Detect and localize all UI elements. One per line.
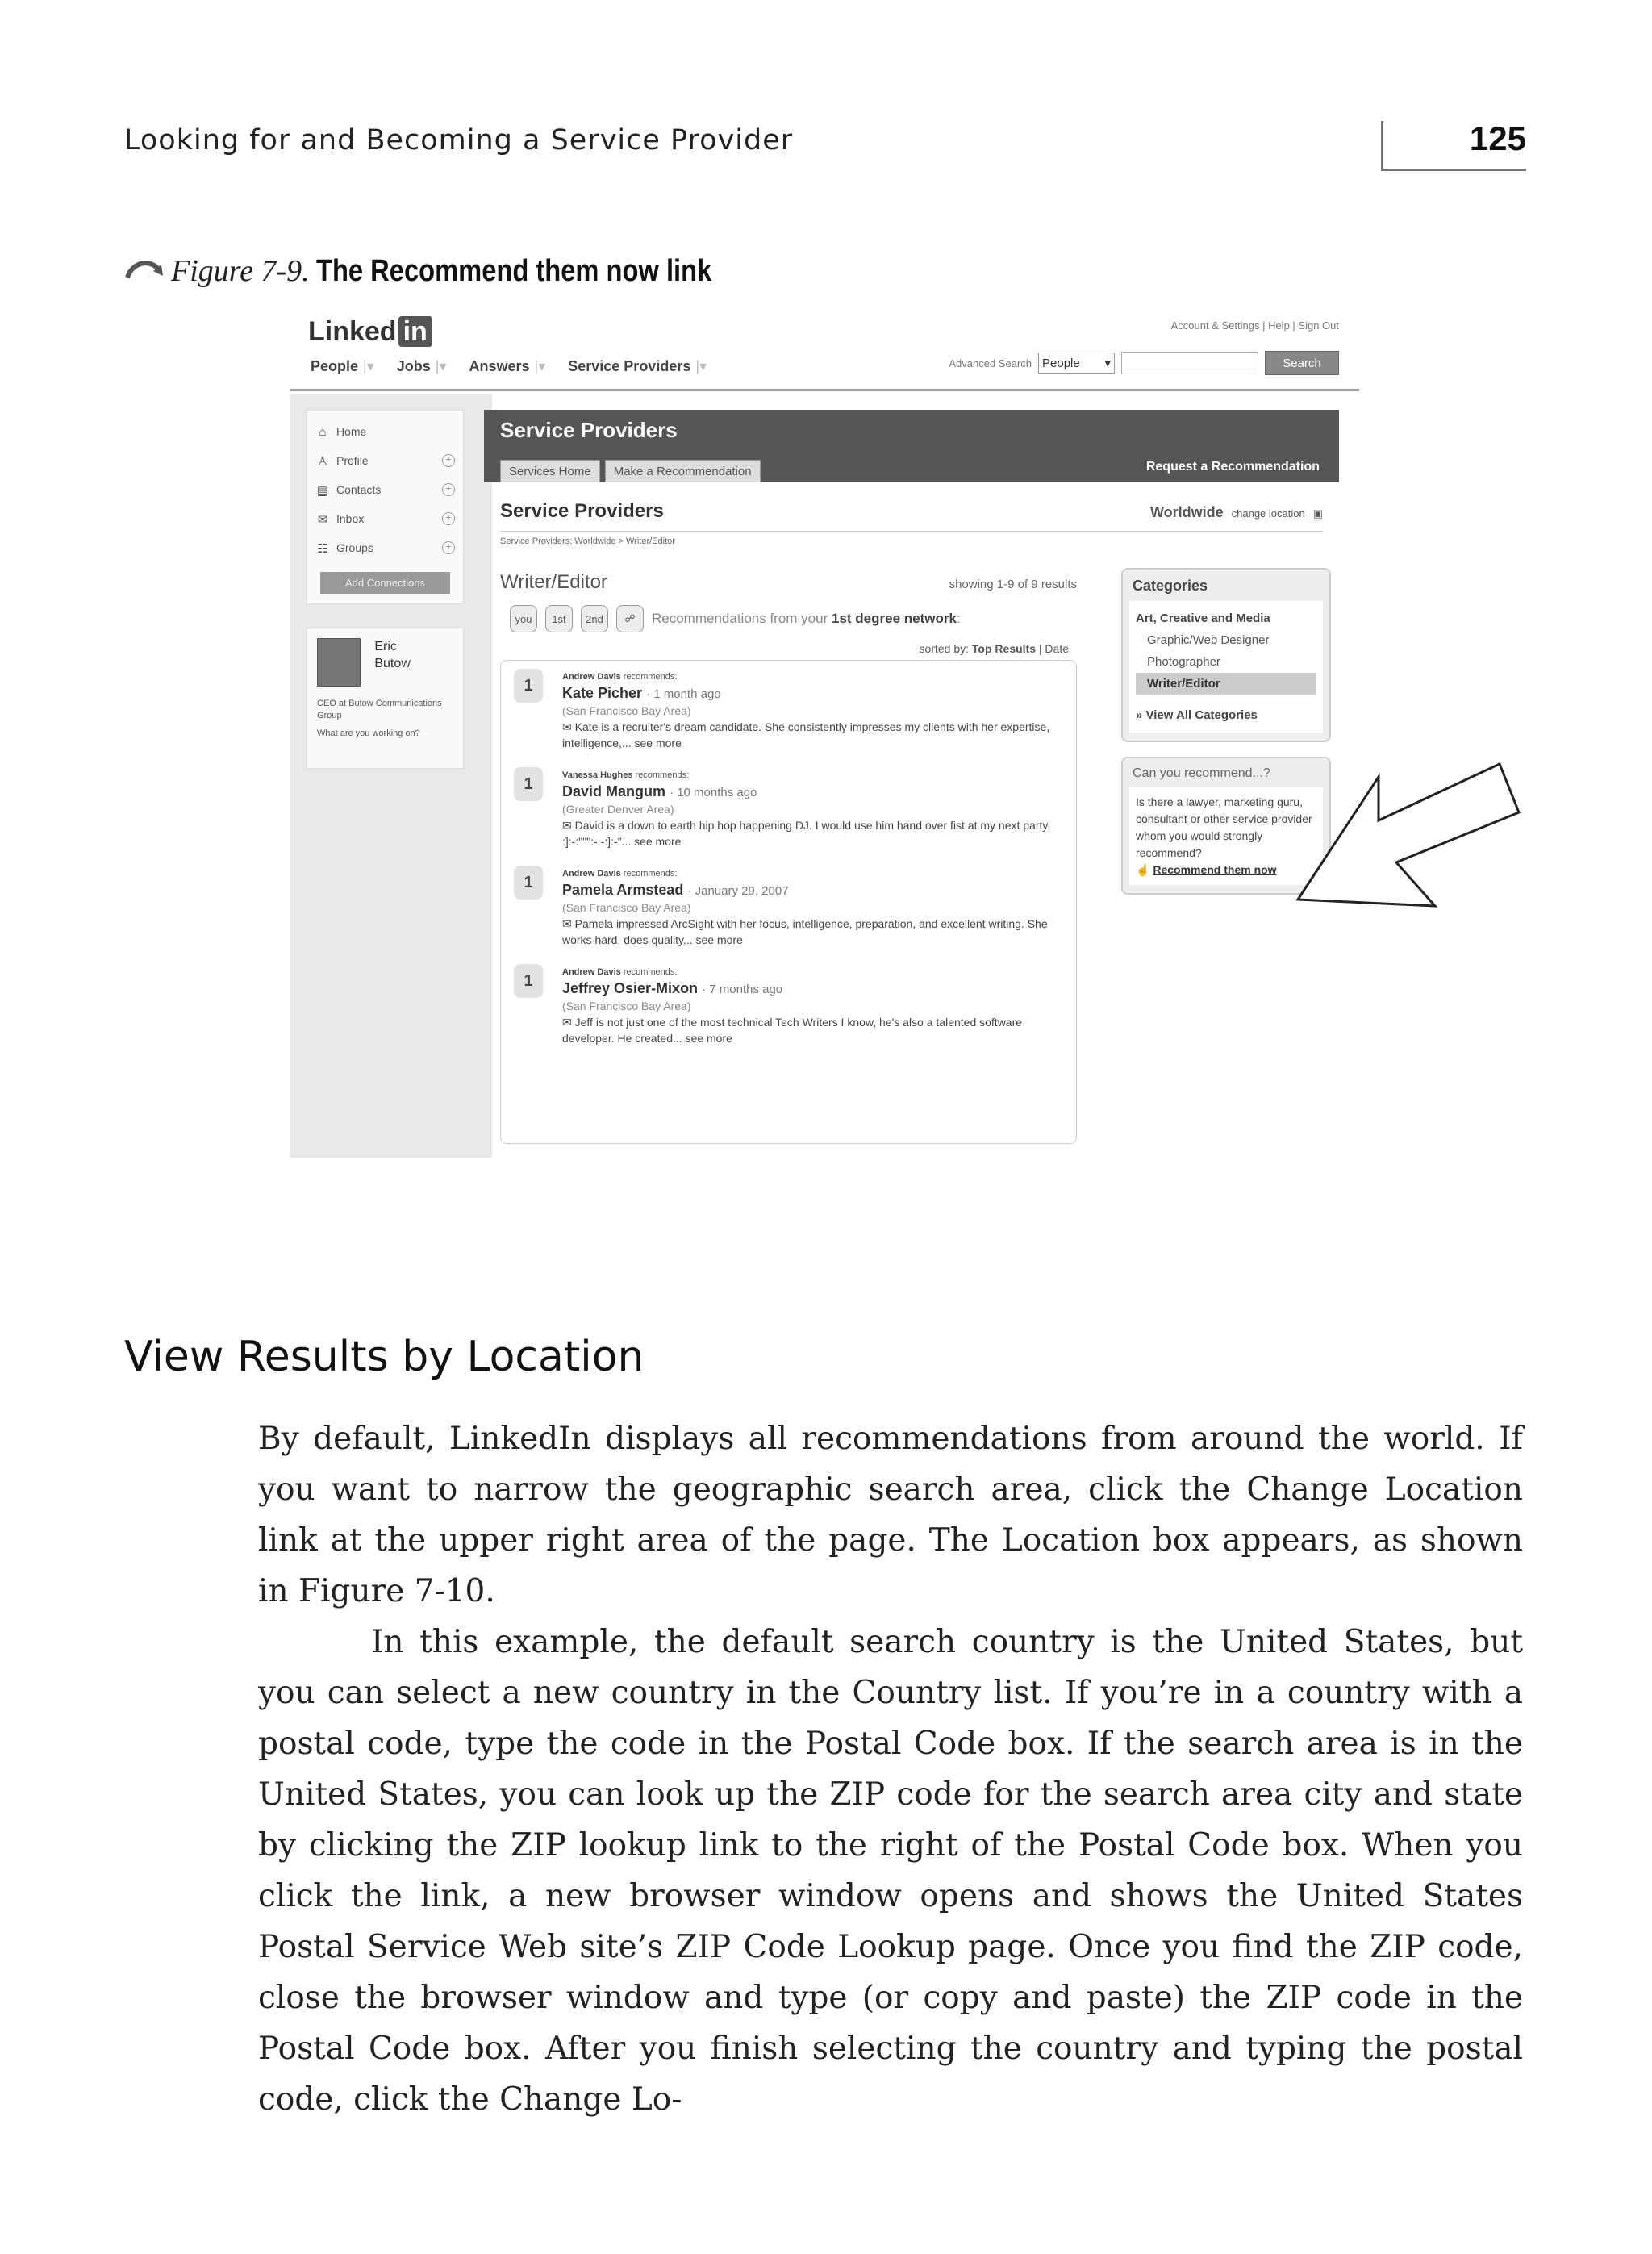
results-count: showing 1-9 of 9 results [949, 578, 1077, 591]
recommender-link[interactable]: Andrew Davis [562, 672, 621, 682]
groups-icon: ☷ [317, 542, 328, 556]
tab-bar [500, 460, 761, 482]
provider-name-link[interactable]: Pamela Armstead [562, 882, 684, 898]
tab-make-recommendation[interactable]: Make a Recommendation [605, 460, 761, 482]
body-text [258, 1413, 1523, 2125]
curved-arrow-icon [124, 258, 165, 281]
ask-text: Is there a lawyer, marketing guru, consultant or other service provider whom you would strongly recommend? [1136, 795, 1312, 859]
recommend-them-now-link[interactable]: Recommend them now [1153, 863, 1277, 876]
paragraph: In this example, the default search country is the United States, but you can select a new country in the Country list. If you’re in a country with a postal code, type the code in the Postal Code box. If the search area is in the United States, you can look up the ZIP code for the search area city and state by clicking the ZIP lookup link to the right of the Postal Code box. When you click the link, a new browser window opens and shows the United States Postal Service Web site’s ZIP Code Lookup page. Once you find the ZIP code, close the browser window and type (or copy and paste) the ZIP code in the Postal Code box. After you finish selecting the country and typing the postal code, click the Change Lo- [258, 1624, 1523, 2118]
search-type-select[interactable]: People ▾ [1038, 353, 1115, 374]
degree-you-icon[interactable]: you [510, 605, 537, 632]
add-connections-button[interactable]: Add Connections [320, 572, 450, 594]
profile-title: CEO at Butow Communications Group [317, 699, 442, 720]
category-group-link[interactable]: Art, Creative and Media [1136, 612, 1270, 625]
header-divider [290, 389, 1359, 391]
left-nav-contacts[interactable]: ▤ Contacts + [315, 475, 455, 504]
provider-name-link[interactable]: David Mangum [562, 783, 666, 799]
page-title: Service Providers [500, 418, 678, 442]
main-content [484, 410, 1339, 1045]
recommendation-count: 1 [514, 866, 543, 900]
expand-icon[interactable]: + [442, 454, 455, 467]
search-button[interactable]: Search [1265, 351, 1339, 375]
expand-icon[interactable]: + [442, 483, 455, 496]
tab-services-home[interactable]: Services Home [500, 460, 600, 482]
see-more-link[interactable]: see more [634, 737, 682, 749]
speech-bubble-icon: ✉ [562, 917, 572, 930]
recommend-icon: ☝ [1136, 863, 1150, 876]
recommendation-list [500, 660, 1077, 1144]
request-recommendation-link[interactable]: Request a Recommendation [1145, 460, 1320, 474]
person-icon: ♙ [317, 455, 328, 469]
category-selected[interactable]: Writer/Editor [1136, 673, 1316, 695]
speech-bubble-icon: ✉ [562, 819, 572, 832]
running-head: Looking for and Becoming a Service Provider [124, 124, 794, 157]
profile-name[interactable]: Eric Butow [374, 640, 411, 670]
change-location-link[interactable]: change location [1231, 507, 1305, 520]
expand-icon[interactable]: + [442, 512, 455, 525]
inbox-icon: ✉ [317, 513, 328, 527]
speech-bubble-icon: ✉ [562, 1016, 572, 1029]
expand-icon[interactable]: + [442, 541, 455, 554]
provider-name-link[interactable]: Kate Picher [562, 685, 643, 701]
see-more-link[interactable]: see more [695, 933, 743, 946]
nav-service-providers[interactable]: Service Providers |▾ [568, 358, 707, 374]
section-heading: View Results by Location [124, 1333, 645, 1381]
left-nav-panel [307, 410, 464, 604]
degree-filter [500, 605, 1077, 632]
sort-top-results[interactable]: Top Results [971, 642, 1036, 655]
list-item: 1 Vanessa Hughes recommends: David Mangum · 10 months ago (Greater Denver Area) ✉ David is a down to earth hip hop happening DJ. I would use him hand over fist at my next party. :]:-:""":-.-:]:-"... see more [514, 767, 1063, 849]
degree-1st-icon[interactable]: 1st [545, 605, 573, 632]
recommendation-count: 1 [514, 964, 543, 998]
list-item: 1 Andrew Davis recommends: Kate Picher · 1 month ago (San Francisco Bay Area) ✉ Kate is a recruiter's dream candidate. She consistently impresses my clients with her expertise, intelligence,... see more [514, 669, 1063, 751]
figure-label: Figure 7-9. [171, 254, 310, 288]
recommender-link[interactable]: Andrew Davis [562, 869, 621, 879]
see-more-link[interactable]: see more [685, 1032, 732, 1045]
subheader [500, 500, 1323, 532]
callout-arrow-icon [1295, 762, 1521, 908]
avatar[interactable] [317, 638, 361, 687]
contacts-icon: ▤ [316, 484, 329, 498]
view-all-categories-link[interactable]: » View All Categories [1136, 708, 1258, 722]
left-nav-inbox[interactable]: ✉ Inbox + [315, 504, 455, 533]
profile-panel [307, 628, 464, 769]
location: Worldwide change location ▣ [1149, 504, 1323, 520]
recommendation-count: 1 [514, 669, 543, 703]
breadcrumb[interactable]: Service Providers: Worldwide > Writer/Editor [500, 536, 675, 546]
home-icon: ⌂ [319, 425, 327, 439]
page-number: 125 [1469, 119, 1526, 157]
left-nav-groups[interactable]: ☷ Groups + [315, 533, 455, 562]
linkedin-logo[interactable]: Linked in [308, 316, 432, 348]
speech-bubble-icon: ✉ [562, 720, 572, 733]
service-providers-header [484, 410, 1339, 482]
provider-name-link[interactable]: Jeffrey Osier-Mixon [562, 980, 699, 996]
category-link[interactable]: Photographer [1147, 655, 1220, 669]
chevron-down-icon: ▾ [1104, 357, 1111, 370]
categories-box [1121, 568, 1331, 742]
account-links[interactable]: Account & Settings | Help | Sign Out [1170, 319, 1339, 332]
linkedin-screenshot [290, 307, 1359, 1158]
search-input[interactable] [1121, 352, 1258, 374]
degree-2nd-icon[interactable]: 2nd [581, 605, 608, 632]
results-title: Writer/Editor [500, 571, 607, 593]
paragraph: By default, LinkedIn displays all recommendations from around the world. If you want to narrow the geographic search area, click the Change Location link at the upper right area of the page. The Location box appears, as shown in Figure 7-10. [258, 1421, 1523, 1609]
left-nav-profile[interactable]: ♙ Profile + [315, 446, 455, 475]
top-nav [311, 358, 707, 375]
change-location-icon[interactable]: ▣ [1312, 507, 1323, 520]
see-more-link[interactable]: see more [634, 835, 682, 848]
recommender-link[interactable]: Andrew Davis [562, 967, 621, 977]
figure-title: The Recommend them now link [315, 254, 711, 288]
search-bar [949, 351, 1339, 375]
subheader-title: Service Providers [500, 500, 664, 522]
list-item: 1 Andrew Davis recommends: Jeffrey Osier-Mixon · 7 months ago (San Francisco Bay Area) ✉ Jeff is not just one of the most technical Tech Writers I know, he's also a talented software developer. He created... see more [514, 964, 1063, 1046]
categories-title: Categories [1133, 578, 1208, 594]
list-item: 1 Andrew Davis recommends: Pamela Armstead · January 29, 2007 (San Francisco Bay Area) ✉ Pamela impressed ArcSight with her focus, intelligence, preparation, and excellent writing. She works hard, does quality... see more [514, 866, 1063, 948]
figure-caption [124, 253, 776, 289]
sort-date[interactable]: Date [1045, 642, 1069, 655]
left-nav-home[interactable]: ⌂ Home [315, 417, 455, 446]
status-prompt[interactable]: What are you working on? [317, 728, 420, 738]
category-link[interactable]: Graphic/Web Designer [1147, 633, 1270, 647]
nav-jobs[interactable]: Jobs |▾ [396, 358, 447, 374]
sort-options: sorted by: Top Results | Date [919, 642, 1069, 655]
results-panel [500, 571, 1077, 1144]
nav-people[interactable]: People |▾ [311, 358, 374, 374]
nav-answers[interactable]: Answers |▾ [469, 358, 546, 374]
advanced-search-link[interactable]: Advanced Search [949, 357, 1032, 369]
ask-title: Can you recommend...? [1133, 766, 1270, 780]
recommendation-count: 1 [514, 767, 543, 801]
network-icon[interactable]: ☍ [616, 605, 644, 632]
recommender-link[interactable]: Vanessa Hughes [562, 770, 633, 780]
degree-text: Recommendations from your 1st degree network: [652, 611, 961, 626]
